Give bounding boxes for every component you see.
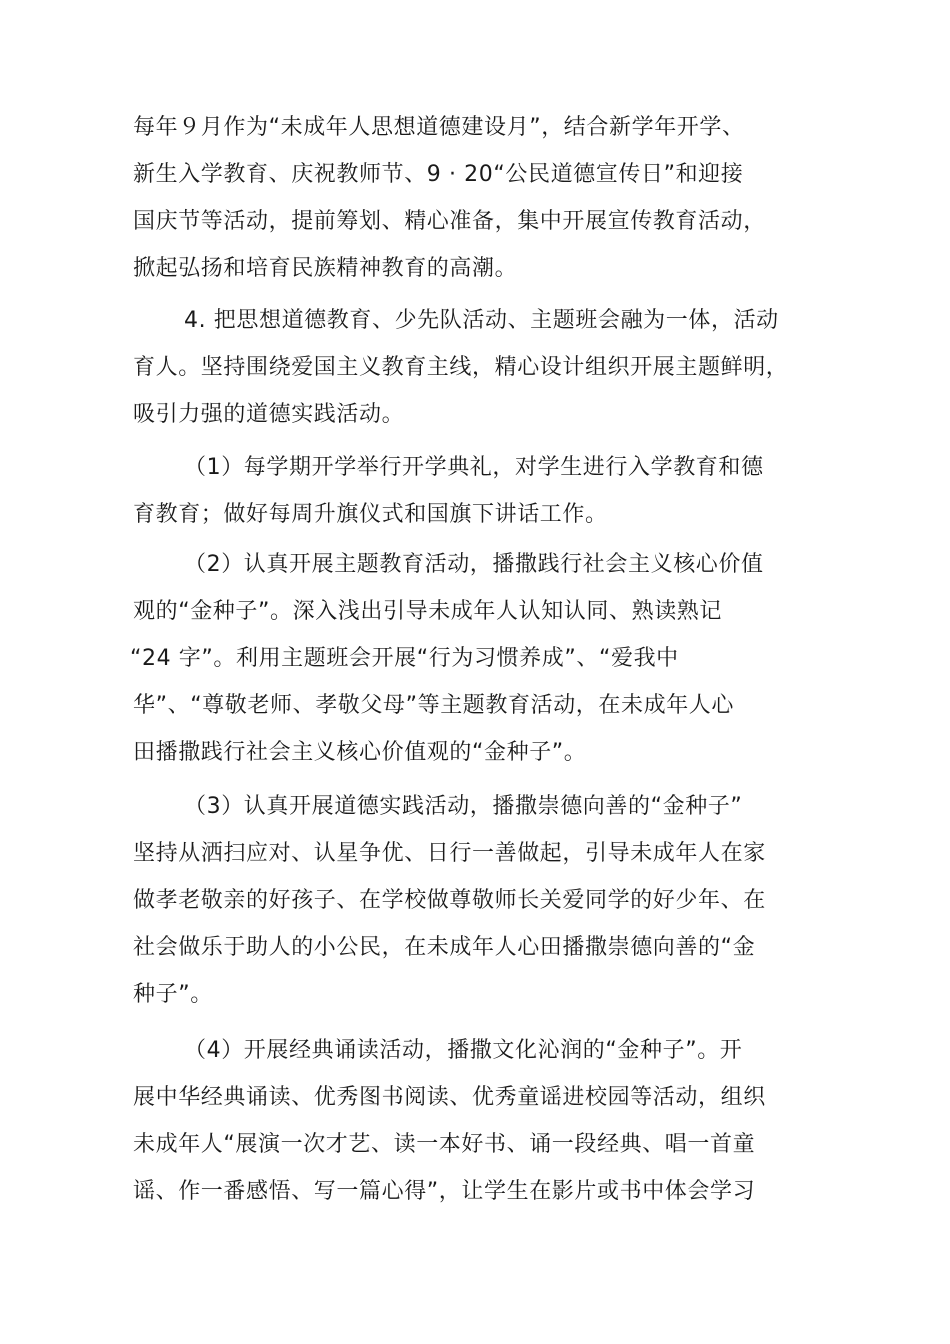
text-line: 做孝老敬亲的好孩子、在学校做尊敬师长关爱同学的好少年、在 — [133, 888, 766, 913]
text-line: 育人。坚持围绕爱国主义教育主线，精心设计组织开展主题鲜明， — [133, 355, 789, 380]
text-line: 展中华经典诵读、优秀图书阅读、优秀童谣进校园等活动，组织 — [133, 1085, 766, 1110]
text-line: （4）开展经典诵读活动，播撒文化沁润的“金种子”。开 — [184, 1038, 743, 1063]
text-line: 社会做乐于助人的小公民，在未成年人心田播撒崇德向善的“金 — [133, 935, 756, 960]
text-line: 每年９月作为“未成年人思想道德建设月”，结合新学年开学、 — [133, 115, 745, 140]
text-line: 新生入学教育、庆祝教师节、9 · 20“公民道德宣传日”和迎接 — [133, 162, 744, 187]
text-line: 坚持从洒扫应对、认星争优、日行一善做起，引导未成年人在家 — [133, 841, 766, 866]
text-line: 种子”。 — [133, 982, 213, 1007]
text-line: 4. 把思想道德教育、少先队活动、主题班会融为一体，活动 — [184, 308, 779, 333]
text-line: 国庆节等活动，提前筹划、精心准备，集中开展宣传教育活动， — [133, 209, 766, 234]
text-line: 田播撒践行社会主义核心价值观的“金种子”。 — [133, 740, 587, 765]
text-line: （1）每学期开学举行开学典礼，对学生进行入学教育和德 — [184, 455, 764, 480]
text-line: 谣、作一番感悟、写一篇心得”，让学生在影片或书中体会学习 — [133, 1179, 756, 1204]
text-line: 掀起弘扬和培育民族精神教育的高潮。 — [133, 256, 518, 281]
text-line: （3）认真开展道德实践活动，播撒崇德向善的“金种子” — [184, 794, 743, 819]
text-line: 吸引力强的道德实践活动。 — [133, 402, 405, 427]
text-line: 育教育；做好每周升旗仪式和国旗下讲话工作。 — [133, 502, 608, 527]
text-line: 观的“金种子”。深入浅出引导未成年人认知认同、熟读熟记 — [133, 599, 722, 624]
text-line: “24 字”。利用主题班会开展“行为习惯养成”、“爱我中 — [130, 646, 679, 671]
text-line: （2）认真开展主题教育活动，播撒践行社会主义核心价值 — [184, 552, 764, 577]
text-line: 华”、“尊敬老师、孝敬父母”等主题教育活动，在未成年人心 — [133, 693, 734, 718]
text-line: 未成年人“展演一次才艺、读一本好书、诵一段经典、唱一首童 — [133, 1132, 756, 1157]
